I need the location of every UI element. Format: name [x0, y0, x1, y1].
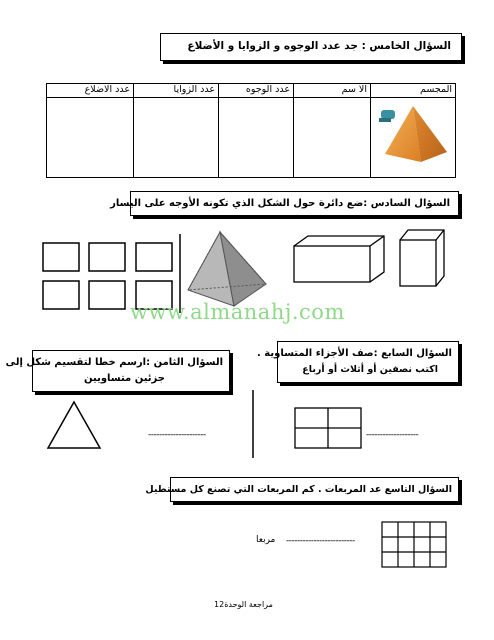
col-header-vertices: عدد الزوايا [134, 84, 219, 98]
q9-answer-label: مربعا [256, 535, 276, 545]
col-header-name: الا سم [294, 84, 371, 98]
square-grid-shape [380, 520, 450, 570]
quartered-rectangle-shape [295, 408, 361, 448]
q5-text: السؤال الخامس : جد عدد الوجوه و الزوايا و الأضلاع [187, 40, 451, 52]
triangle-shape [48, 402, 100, 448]
q7-answer-blank[interactable]: ------------------- [366, 430, 419, 440]
q7-box [257, 341, 459, 383]
pyramid-shape [188, 232, 266, 306]
col-header-solid: المجسم [371, 84, 456, 98]
q9-answer-blank[interactable]: ------------------------- [286, 536, 355, 546]
q9-text: السؤال التاسع عد المربعات . كم المربعات التي تصنع كل مستطيل [145, 484, 452, 495]
q7-line2: اكتب نصفين أو أثلاث أو أرباع [302, 364, 438, 375]
q7-line1: السؤال السابع :صف الأجزاء المتساوية . [257, 348, 452, 359]
q8-answer-blank[interactable]: --------------------- [148, 430, 206, 440]
watermark: www.almanahj.com [130, 300, 345, 324]
q7-q8-shapes [0, 390, 494, 470]
q6-text: السؤال السادس :ضع دائرة حول الشكل الذي تكونه الأوجه على اليسار [110, 198, 450, 209]
col-header-faces: عدد الوجوه [219, 84, 294, 98]
q8-line1: السؤال الثامن :ارسم خطا لتقسيم شكل إلى [5, 357, 223, 368]
cube-shape [400, 230, 444, 286]
col-header-edges: عدد الاضلاع [47, 84, 134, 98]
rectangular-prism-shape [294, 236, 384, 282]
q8-line2: جزئين متساويين [83, 373, 165, 384]
q8-box [5, 350, 230, 392]
page-footer: مراجعة الوحدة12 [214, 600, 273, 609]
q9-box [145, 477, 459, 502]
